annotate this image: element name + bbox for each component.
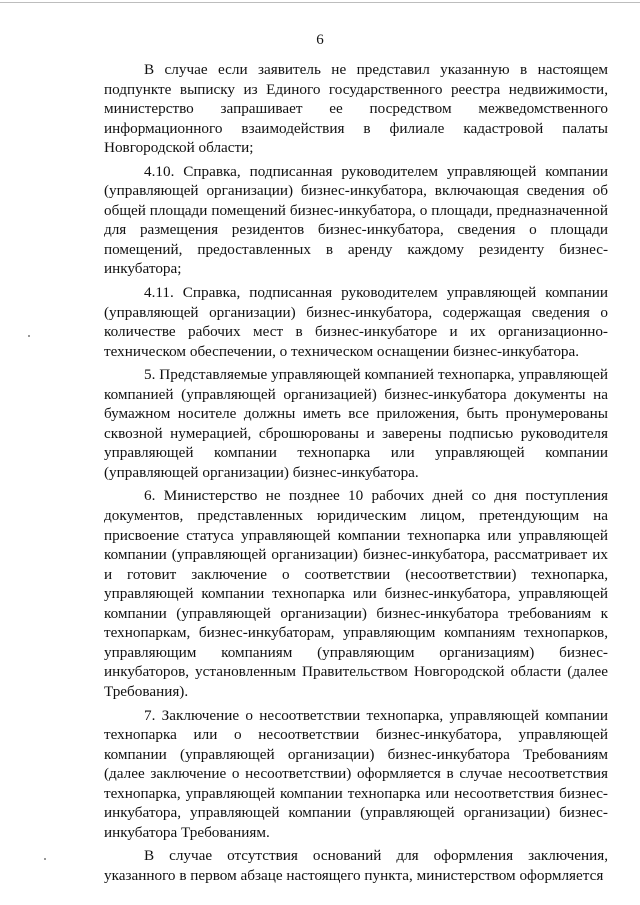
paragraph-7: 7. Заключение о несоответствии технопарка, управляющей компании технопарка или о несоответствии бизнес-инкубатора, управляющей компании (управляющей организации) бизнес-инкубатора Требованиям (далее заключение о несоответствии) оформляется в случае несоответствия технопарка, управляющей компании технопарка или несоответствия бизнес-инкубатора, управляющей компании (управляющей организации) бизнес-инкубатора Требованиям. bbox=[104, 706, 608, 841]
paragraph-egrn-request: В случае если заявитель не представил указанную в настоящем подпункте выписку из Единого государственного реестра недвижимости, министерство запрашивает ее посредством межведомственного информационного взаимодействия в филиале кадастровой палаты Новгородской области; bbox=[104, 61, 608, 157]
scan-speck bbox=[28, 335, 30, 337]
paragraph-7-continuation: В случае отсутствия оснований для оформления заключения, указанного в первом абзаце настоящего пункта, министерством оформляется bbox=[104, 847, 608, 884]
paragraph-5: 5. Представляемые управляющей компанией технопарка, управляющей компанией (управляющей организацией) бизнес-инкубатора документы на бумажном носителе должны иметь все приложения, быть пронумерованы сквозной нумерацией, сброшюрованы и заверены подписью руководителя управляющей компании технопарка или управляющей компании (управляющей организации) бизнес-инкубатора. bbox=[104, 366, 608, 481]
page-number: 6 bbox=[316, 32, 324, 48]
scan-speck bbox=[44, 858, 46, 860]
paragraph-4-11: 4.11. Справка, подписанная руководителем управляющей компании (управляющей организации) бизнес-инкубатора, содержащая сведения о количестве рабочих мест в бизнес-инкубаторе и их организационно-техническом обеспечении, о техническом оснащении бизнес-инкубатора. bbox=[104, 284, 608, 360]
paragraph-4-10: 4.10. Справка, подписанная руководителем управляющей компании (управляющей организации) бизнес-инкубатора, включающая сведения об общей площади помещений бизнес-инкубатора, о площади, предназначенной для размещения резидентов бизнес-инкубатора, сведения о площади помещений, предоставленных в аренду каждому резиденту бизнес-инкубатора; bbox=[104, 162, 608, 278]
scan-edge-line bbox=[0, 2, 640, 3]
document-body bbox=[104, 60, 608, 885]
paragraph-6: 6. Министерство не позднее 10 рабочих дней со дня поступления документов, представленных юридическим лицом, претендующим на присвоение статуса управляющей компании технопарка или управляющей компании (управляющей организации) бизнес-инкубатора, рассматривает их и готовит заключение о соответствии (несоответствии) технопарка, управляющей компании технопарка или бизнес-инкубатора, управляющей компании (управляющей организации) бизнес-инкубатора требованиям к технопаркам, бизнес-инкубаторам, управляющим компаниям технопарков, управляющим компаниям (управляющим организациям) бизнес-инкубаторов, установленным Правительством Новгородской области (далее Требования). bbox=[104, 487, 608, 700]
